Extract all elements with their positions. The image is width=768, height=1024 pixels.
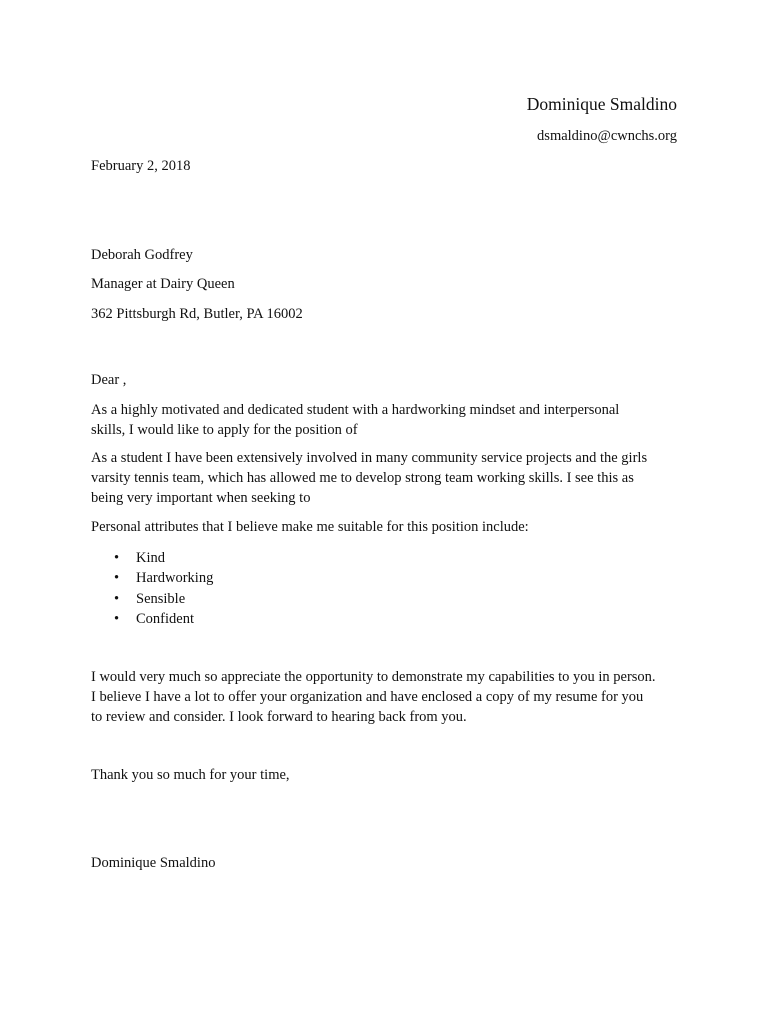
attribute-text: Kind (136, 550, 165, 566)
closing-line: Thank you so much for your time, (91, 767, 290, 783)
salutation: Dear , (91, 372, 127, 388)
paragraph-line: varsity tennis team, which has allowed me to develop strong team working skills. I see this as (91, 470, 634, 486)
list-item (91, 609, 213, 629)
paragraph-line: As a student I have been extensively involved in many community service projects and the girls (91, 450, 648, 466)
conclusion-paragraph (91, 667, 691, 727)
recipient-title: Manager at Dairy Queen (91, 276, 235, 292)
sender-name: Dominique Smaldino (526, 94, 677, 114)
attribute-text: Sensible (136, 590, 186, 607)
paragraph-line: As a highly motivated and dedicated student with a hardworking mindset and interpersonal (91, 402, 620, 418)
bullet-icon: • (114, 570, 120, 587)
bullet-icon: • (114, 610, 120, 627)
recipient-address: 362 Pittsburgh Rd, Butler, PA 16002 (91, 306, 303, 322)
letter-date: February 2, 2018 (91, 158, 191, 174)
list-item (91, 568, 213, 588)
experience-paragraph (91, 448, 691, 508)
attributes-intro: Personal attributes that I believe make me suitable for this position include: (91, 519, 529, 535)
list-item (91, 548, 213, 568)
attribute-text: Confident (136, 610, 194, 627)
signature-name: Dominique Smaldino (91, 855, 216, 871)
paragraph-line: skills, I would like to apply for the position of (91, 422, 358, 438)
intro-paragraph (91, 400, 691, 440)
attribute-text: Hardworking (136, 570, 214, 587)
paragraph-line: I believe I have a lot to offer your organization and have enclosed a copy of my resume for you (91, 689, 644, 705)
bullet-icon: • (114, 550, 120, 566)
paragraph-line: being very important when seeking to (91, 490, 311, 506)
attributes-list (91, 548, 213, 629)
paragraph-line: I would very much so appreciate the opportunity to demonstrate my capabilities to you in person. (91, 669, 656, 685)
paragraph-line: to review and consider. I look forward to hearing back from you. (91, 709, 467, 725)
recipient-name: Deborah Godfrey (91, 247, 193, 263)
sender-email: dsmaldino@cwnchs.org (537, 128, 677, 144)
bullet-icon: • (114, 590, 120, 607)
list-item (91, 589, 213, 609)
